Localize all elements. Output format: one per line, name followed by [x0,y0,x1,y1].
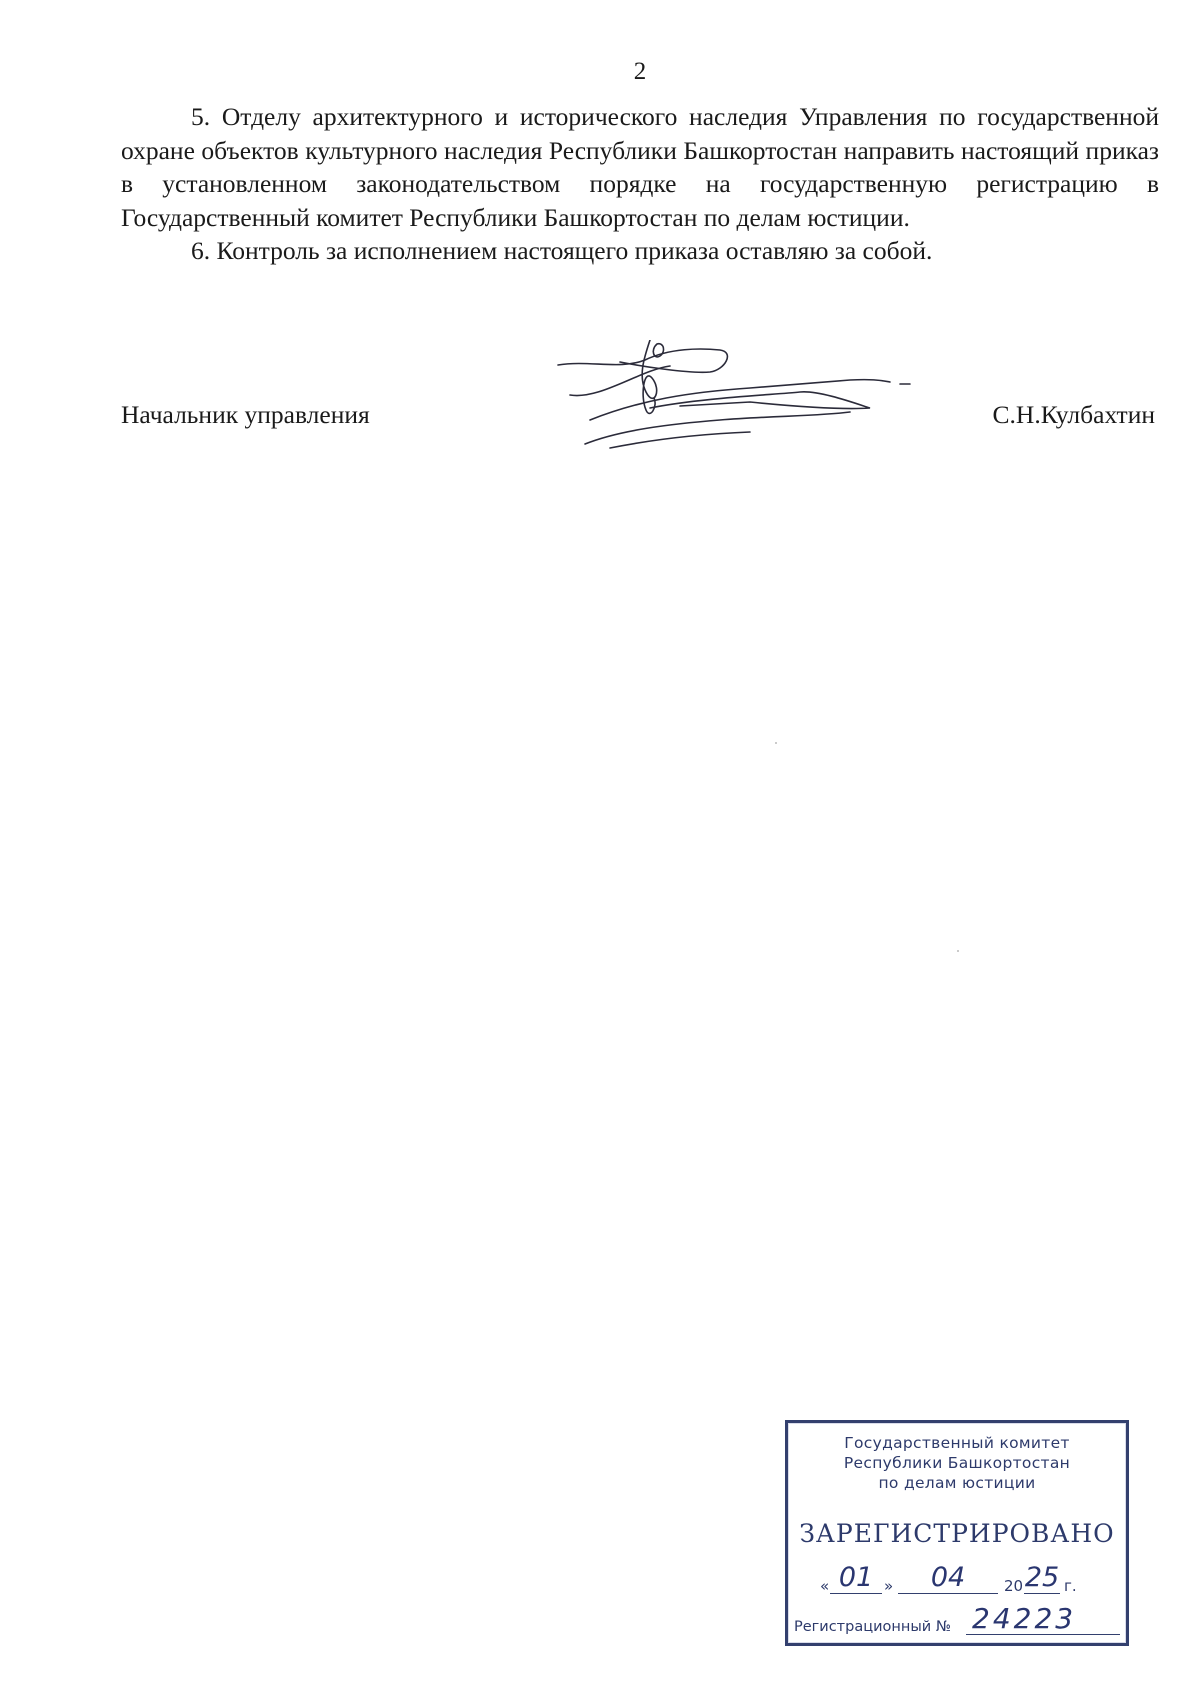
stamp-year-prefix: 20 [1004,1577,1024,1595]
handwritten-signature [550,340,930,460]
stamp-date [818,1562,1118,1597]
stamp-year-unit: г. [1064,1577,1077,1595]
scan-speck [775,742,777,744]
stamp-month-line [898,1593,998,1594]
paragraph-6: 6. Контроль за исполнением настоящего приказа оставляю за собой. [191,236,933,265]
stamp-registered-label: ЗАРЕГИСТРИРОВАНО [799,1519,1115,1548]
stamp-authority-line: Республики Башкортостан [843,1454,1071,1472]
stamp-registration-number [794,1602,1120,1641]
paragraph-5: 5. Отделу архитектурного и исторического наследия Управления по государственной охране объектов культурного наследия Республики Башкортостан направить настоящий приказ в установленном законодательством порядке на государственную регистрацию в Государственный комитет Республики Башкортостан по делам юстиции. [121,102,1159,232]
stamp-reg-number: 24223 [972,1602,1077,1635]
stamp-year-line [1024,1593,1060,1594]
signatory-name: С.Н.Кулбахтин [992,400,1155,429]
order-text [121,100,1159,268]
page-number: 2 [633,58,647,85]
signatory-title: Начальник управления [121,400,370,429]
stamp-authority-line: Государственный комитет [844,1434,1070,1452]
stamp-authority-line: по делам юстиции [878,1474,1036,1492]
stamp-day: 01 [838,1562,874,1593]
stamp-open-quote: « [820,1577,830,1595]
scan-speck [957,950,959,952]
registration-stamp [785,1420,1129,1646]
stamp-authority [788,1433,1126,1493]
stamp-reg-label: Регистрационный № [794,1619,951,1635]
stamp-close-quote: » [884,1577,894,1595]
stamp-year-suffix: 25 [1024,1562,1060,1593]
stamp-month: 04 [930,1562,966,1593]
stamp-day-line [830,1593,882,1594]
